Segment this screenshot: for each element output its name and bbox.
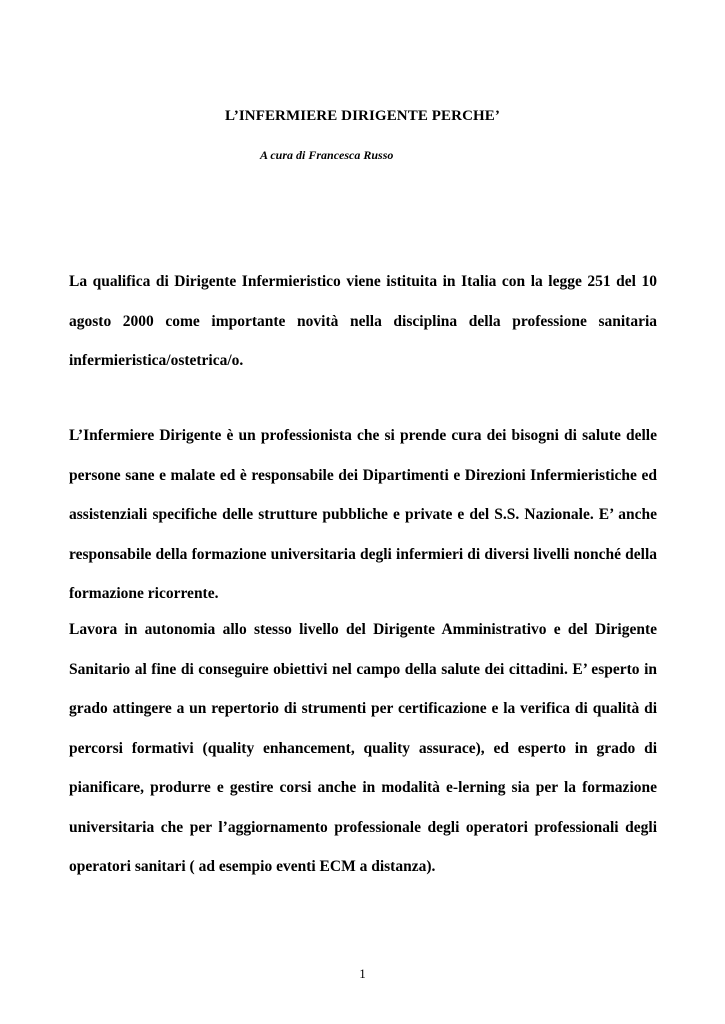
page-number: 1 <box>359 966 366 981</box>
paragraph-1: La qualifica di Dirigente Infermieristico viene istituita in Italia con la legge 251 del 10 agosto 2000 come importante novità nella disciplina della professione sanitaria infermieristica/ostetrica/o. <box>69 273 657 369</box>
document-title: L’INFERMIERE DIRIGENTE PERCHE’ <box>225 108 500 124</box>
paragraph-2: L’Infermiere Dirigente è un professionista che si prende cura dei bisogni di salute delle persone sane e malate ed è responsabile dei Dipartimenti e Direzioni Infermieristiche ed assistenziali specifiche delle strutture pubbliche e private e del S.S. Nazionale. E’ anche responsabile della formazione universitaria degli infermieri di diversi livelli nonché della formazione ricorrente. <box>69 427 657 602</box>
paragraph-3: Lavora in autonomia allo stesso livello del Dirigente Amministrativo e del Dirigente Sanitario al fine di conseguire obiettivi nel campo della salute dei cittadini. E’ esperto in grado attingere a un repertorio di strumenti per certificazione e la verifica di qualità di percorsi formativi (quality enhancement, quality assurace), ed esperto in grado di pianificare, produrre e gestire corsi anche in modalità e-lerning sia per la formazione universitaria che per l’aggiornamento professionale degli operatori professionali degli operatori sanitari ( ad esempio eventi ECM a distanza). <box>69 621 657 875</box>
document-subtitle: A cura di Francesca Russo <box>260 148 394 162</box>
